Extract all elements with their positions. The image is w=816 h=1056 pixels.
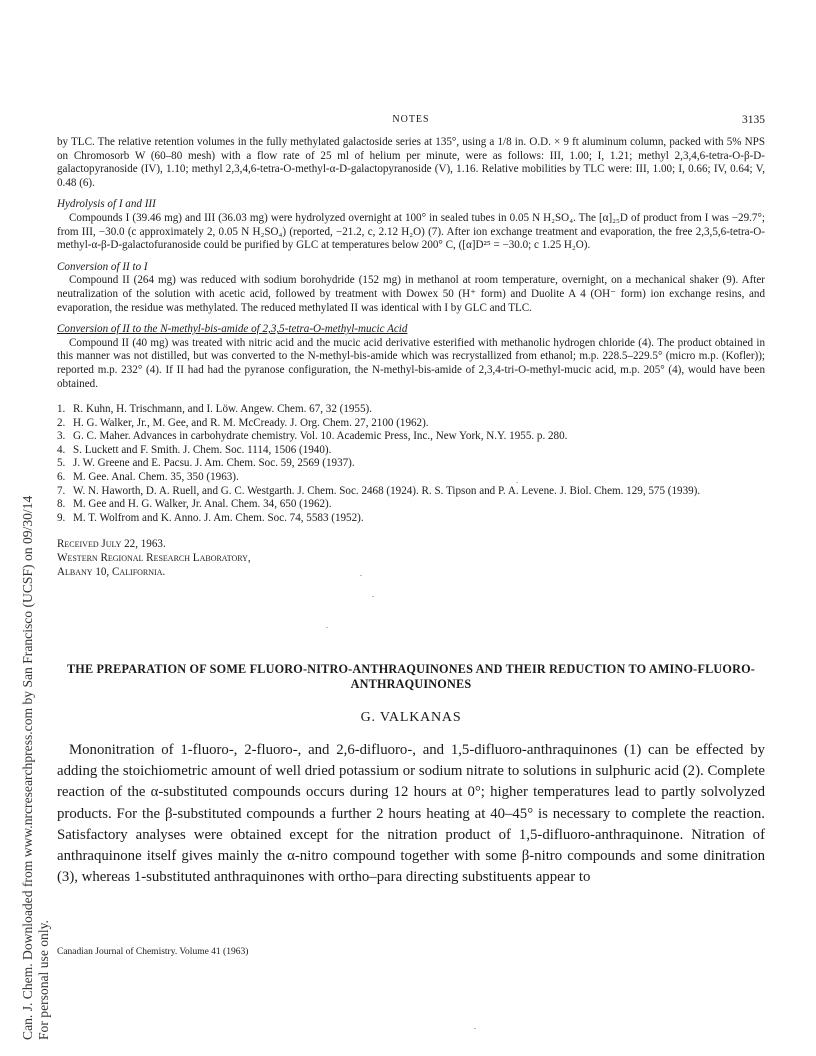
affiliation: Western Regional Research Laboratory, [57, 552, 251, 565]
reference-item: 9. M. T. Wolfrom and K. Anno. J. Am. Chem. Soc. 74, 5583 (1952). [57, 511, 364, 524]
intro-paragraph: by TLC. The relative retention volumes in the fully methylated galactoside series at 135°, using a 1/8 in. O.D. × 9 ft aluminum column, packed with 5% NPS on Chromosorb W (60–80 mesh) with a flow rate of 25 ml of helium per minute, were as follows: III, 1.00; I, 1.21; methyl 2,3,4,6-tetra-O-β-D-galactopyranoside (IV), 1.10; methyl 2,3,4,6-tetra-O-methyl-α-D-galactopyranoside (V), 1.16. Relative mobilities by TLC were: III, 1.00; I, 0.66; IV, 0.64; V, 0.48 (6). [57, 136, 765, 189]
article-body-paragraph: Mononitration of 1-fluoro-, 2-fluoro-, and 2,6-difluoro-, and 1,5-difluoro-anthraquinones (1) can be effected by adding the stoichiometric amount of well dried potassium or sodium nitrate to solutions in sulphuric acid (2). Complete reaction of the α-substituted compounds occurs during 12 hours at 0°; higher temperatures lead to partly solvolyzed products. For the β-substituted compounds a further 2 hours heating at 40–45° is necessary to complete the reaction. Satisfactory analyses were obtained except for the nitration product of 1,5-difluoro-anthraquinone. Nitration of anthraquinone itself gives mainly the α-nitro compound together with some β-nitro compounds and some dinitration (3), whereas 1-substituted anthraquinones with ortho–para directing substituents appear to [57, 742, 765, 886]
section-heading-3: Conversion of II to the N-methyl-bis-amide of 2,3,5-tetra-O-methyl-mucic Acid [57, 323, 408, 336]
reference-item: 8. M. Gee and H. G. Walker, Jr. Anal. Chem. 34, 650 (1962). [57, 498, 332, 511]
scan-speck [372, 596, 374, 597]
article-body [57, 740, 765, 888]
scan-speck [474, 1028, 476, 1029]
notes-continuation [57, 136, 765, 579]
reference-list [57, 403, 765, 525]
scan-speck [360, 575, 362, 576]
section-text-3: Compound II (40 mg) was treated with nitric acid and the mucic acid derivative esterified with methanolic hydrogen chloride (4). The product obtained in this manner was not distilled, but was converted to the N-methyl-bis-amide which was recrystallized from ethanol; m.p. 228.5–229.5° (micro m.p. (Kofler)); reported m.p. 232° (4). If II had had the pyranose configuration, the N-methyl-bis-amide of 2,3,4-tri-O-methyl-mucic acid, m.p. 205° (4), would have been obtained. [57, 336, 765, 390]
reference-item: 3. G. C. Maher. Advances in carbohydrate chemistry. Vol. 10. Academic Press, Inc., New York, N.Y. 1955. p. 280. [57, 430, 568, 443]
journal-footer: Canadian Journal of Chemistry. Volume 41 (1963) [57, 947, 249, 957]
reference-item: 2. H. G. Walker, Jr., M. Gee, and R. M. McCready. J. Org. Chem. 27, 2100 (1962). [57, 416, 429, 429]
article-title: THE PREPARATION OF SOME FLUORO-NITRO-ANTHRAQUINONES AND THEIR REDUCTION TO AMINO-FLUORO-ANTHRAQUINONES [66, 662, 756, 691]
reference-item: 7. W. N. Haworth, D. A. Ruell, and G. C. Westgarth. J. Chem. Soc. 2468 (1924). R. S. Tipson and P. A. Levene. J. Biol. Chem. 129, 575 (1939). [57, 484, 701, 497]
download-watermark-text: Can. J. Chem. Downloaded from www.nrcresearchpress.com by San Francisco (UCSF) on 09/30/14 For personal use only. [20, 495, 51, 1040]
received-block [57, 538, 765, 579]
reference-item: 6. M. Gee. Anal. Chem. 35, 350 (1963). [57, 471, 239, 484]
running-head [57, 114, 765, 134]
article-author: G. VALKANAS [360, 710, 462, 725]
affiliation-address: Albany 10, California. [57, 565, 166, 578]
page-number: 3135 [742, 114, 765, 126]
section-text-2: Compound II (264 mg) was reduced with sodium borohydride (152 mg) in methanol at room temperature, overnight, on a mechanical shaker (9). After neutralization of the solution with acetic acid, followed by treatment with Dowex 50 (H⁺ form) and Duolite A 4 (OH⁻ form) ion exchange resins, and evaporation, the residue was methylated. The reduced methylated II was identical with I by GLC and TLC. [57, 274, 765, 314]
running-head-title: NOTES [392, 114, 430, 125]
scan-speck [516, 482, 518, 483]
received-date: Received July 22, 1963. [57, 538, 166, 551]
section-heading-1: Hydrolysis of I and III [57, 198, 156, 211]
reference-item: 1. R. Kuhn, H. Trischmann, and I. Löw. Angew. Chem. 67, 32 (1955). [57, 403, 372, 416]
reference-item: 4. S. Luckett and F. Smith. J. Chem. Soc. 1114, 1506 (1940). [57, 443, 332, 456]
section-heading-2: Conversion of II to I [57, 260, 148, 273]
section-text-1: Compounds I (39.46 mg) and III (36.03 mg) were hydrolyzed overnight at 100° in sealed tubes in 0.05 N H₂SO₄. The [α]₂₅D of product from I was −29.7°; from III, −30.0 (c approximately 2, 0.05 N H₂SO₄) (reported, −21.2, c, 2.12 H₂O) (7). After ion exchange treatment and evaporation, the free 2,3,5,6-tetra-O-methyl-α-β-D-galactofuranoside could be purified by GLC at temperatures below 200° C, ([α]D²⁵ = −30.0; c 1.25 H₂O). [57, 211, 765, 252]
download-watermark [0, 0, 51, 1056]
scan-speck [326, 627, 328, 628]
reference-item: 5. J. W. Greene and E. Pacsu. J. Am. Chem. Soc. 59, 2569 (1937). [57, 457, 355, 470]
